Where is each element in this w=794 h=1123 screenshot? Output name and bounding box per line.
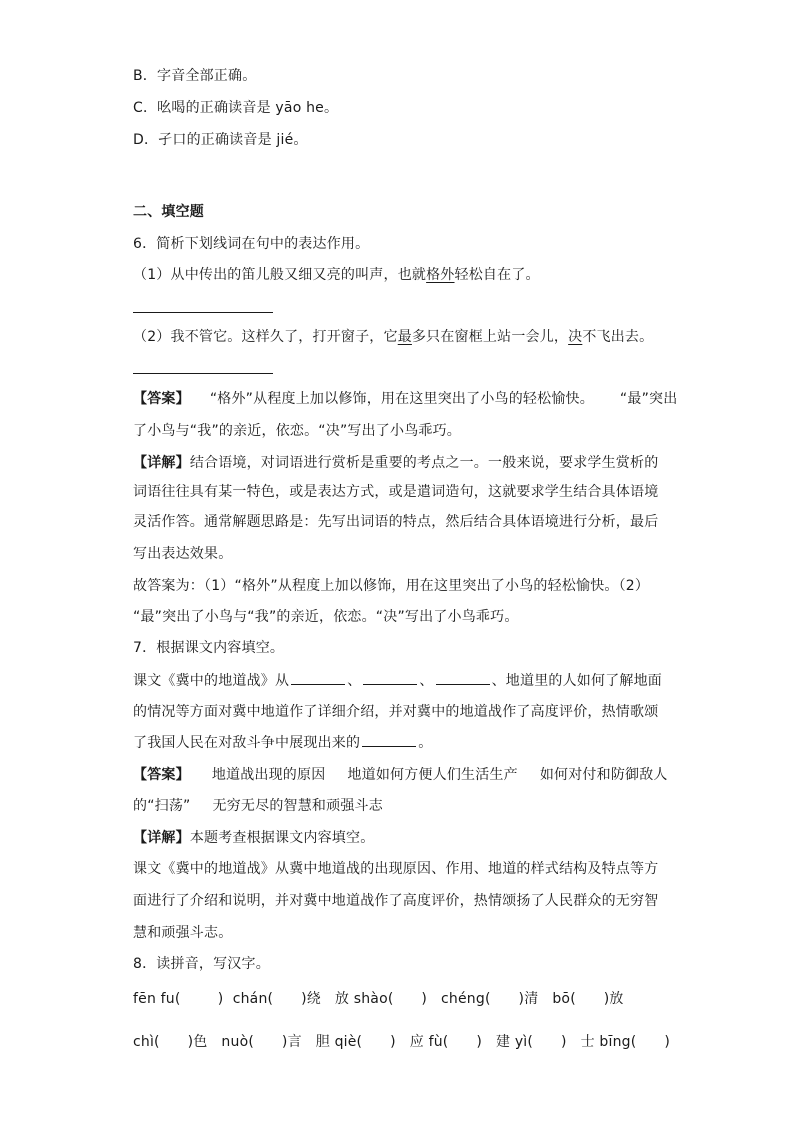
q7-l1-pre: 课文《冀中的地道战》从 [133, 673, 290, 689]
q7-stem: 7．根据课文内容填空。 [133, 640, 285, 656]
q6-detail [133, 454, 658, 472]
q7-line3 [133, 734, 432, 752]
section-title: 二、填空题 [133, 204, 204, 220]
q8-pinyin-row-2: chì( )色 nuò( )言 胆 qiè( ) 应 fù( ) 建 yì( ) 士 bīng( ) [133, 1034, 670, 1050]
q6-answer [133, 390, 677, 408]
answer-tag: 【答案】 [133, 767, 190, 783]
q6-sentence-1 [133, 266, 540, 284]
q8-stem: 8．读拼音，写汉字。 [133, 956, 270, 972]
detail-tag: 【详解】 [133, 830, 190, 846]
q7-l3-pre: 了我国人民在对敌斗争中展现出来的 [133, 735, 361, 751]
fill-blank[interactable] [436, 683, 490, 685]
fill-blank[interactable] [363, 683, 417, 685]
q7-answer-line2 [133, 797, 383, 815]
q7-answer-4: 无穷无尽的智慧和顽强斗志 [212, 798, 383, 814]
q8-pinyin-row-1: fēn fu( ) chán( )绕 放 shào( ) chéng( )清 bō( )放 [133, 991, 624, 1007]
q7-l3-post: 。 [418, 735, 433, 751]
q6-detail-line3: 灵活作答。通常解题思路是：先写出词语的特点，然后结合具体语境进行分析，最后 [133, 514, 659, 530]
q6-answer-part2: “最”突出 [619, 391, 678, 407]
q7-answer-3-cont: 的“扫荡” [133, 798, 191, 814]
answer-line [133, 312, 273, 313]
q6-detail-line4: 写出表达效果。 [133, 546, 233, 562]
answer-line [133, 373, 273, 374]
detail-tag: 【详解】 [133, 455, 190, 471]
separator: 、 [347, 673, 362, 689]
q6-answer-part1: “格外”从程度上加以修饰，用在这里突出了小鸟的轻松愉快。 [209, 391, 594, 407]
underlined-word: 最 [397, 329, 412, 345]
q6-sentence-2 [133, 328, 653, 346]
q5-option-c: C．吆喝的正确读音是 yāo he。 [133, 100, 339, 116]
underlined-word: 决 [568, 329, 583, 345]
q5-option-d: D．孑口的正确读音是 jié。 [133, 132, 308, 148]
underlined-word: 格外 [426, 267, 455, 283]
q6-final-line1: 故答案为：（1）“格外”从程度上加以修饰，用在这里突出了小鸟的轻松愉快。（2） [133, 578, 650, 594]
q6-stem: 6．简析下划线词在句中的表达作用。 [133, 236, 370, 252]
q7-answer-1: 地道战出现的原因 [211, 767, 326, 783]
q6-s1-post: 轻松自在了。 [454, 267, 540, 283]
q7-explain-line3: 慧和顽强斗志。 [133, 925, 233, 941]
q7-answer [133, 766, 668, 784]
q6-answer-line2: 了小鸟与“我”的亲近，依恋。“决”写出了小鸟乖巧。 [133, 423, 462, 439]
q7-l1-post: 、地道里的人如何了解地面 [491, 673, 663, 689]
answer-tag: 【答案】 [133, 391, 190, 407]
q7-line1 [133, 672, 662, 690]
q6-s2-mid: 多只在窗框上站一会儿， [411, 329, 569, 345]
q7-answer-2: 地道如何方便人们生活生产 [347, 767, 518, 783]
q6-s1-pre: （1）从中传出的笛儿般又细又亮的叫声，也就 [133, 267, 427, 283]
fill-blank[interactable] [291, 683, 345, 685]
q6-s2-post: 不飞出去。 [582, 329, 654, 345]
fill-blank[interactable] [362, 745, 416, 747]
q7-answer-3: 如何对付和防御敌人 [539, 767, 668, 783]
q6-detail-line2: 词语往往具有某一特色，或是表达方式，或是遣词造句，这就要求学生结合具体语境 [133, 484, 659, 500]
q6-detail-text: 结合语境，对词语进行赏析是重要的考点之一。一般来说，要求学生赏析的 [189, 455, 659, 471]
q7-explain-line1: 课文《冀中的地道战》从冀中地道战的出现原因、作用、地道的样式结构及特点等方 [133, 861, 659, 877]
q7-explain-line2: 面进行了介绍和说明，并对冀中地道战作了高度评价，热情颂扬了人民群众的无穷智 [133, 893, 659, 909]
q5-option-b: B．字音全部正确。 [133, 68, 257, 84]
q7-detail [133, 829, 374, 847]
q6-final-line2: “最”突出了小鸟与“我”的亲近，依恋。“决”写出了小鸟乖巧。 [133, 609, 519, 625]
q7-detail-text: 本题考查根据课文内容填空。 [189, 830, 375, 846]
separator: 、 [419, 673, 434, 689]
q6-s2-pre: （2）我不管它。这样久了，打开窗子，它 [133, 329, 398, 345]
q7-line2: 的情况等方面对冀中地道作了详细介绍，并对冀中的地道战作了高度评价，热情歌颂 [133, 704, 659, 720]
